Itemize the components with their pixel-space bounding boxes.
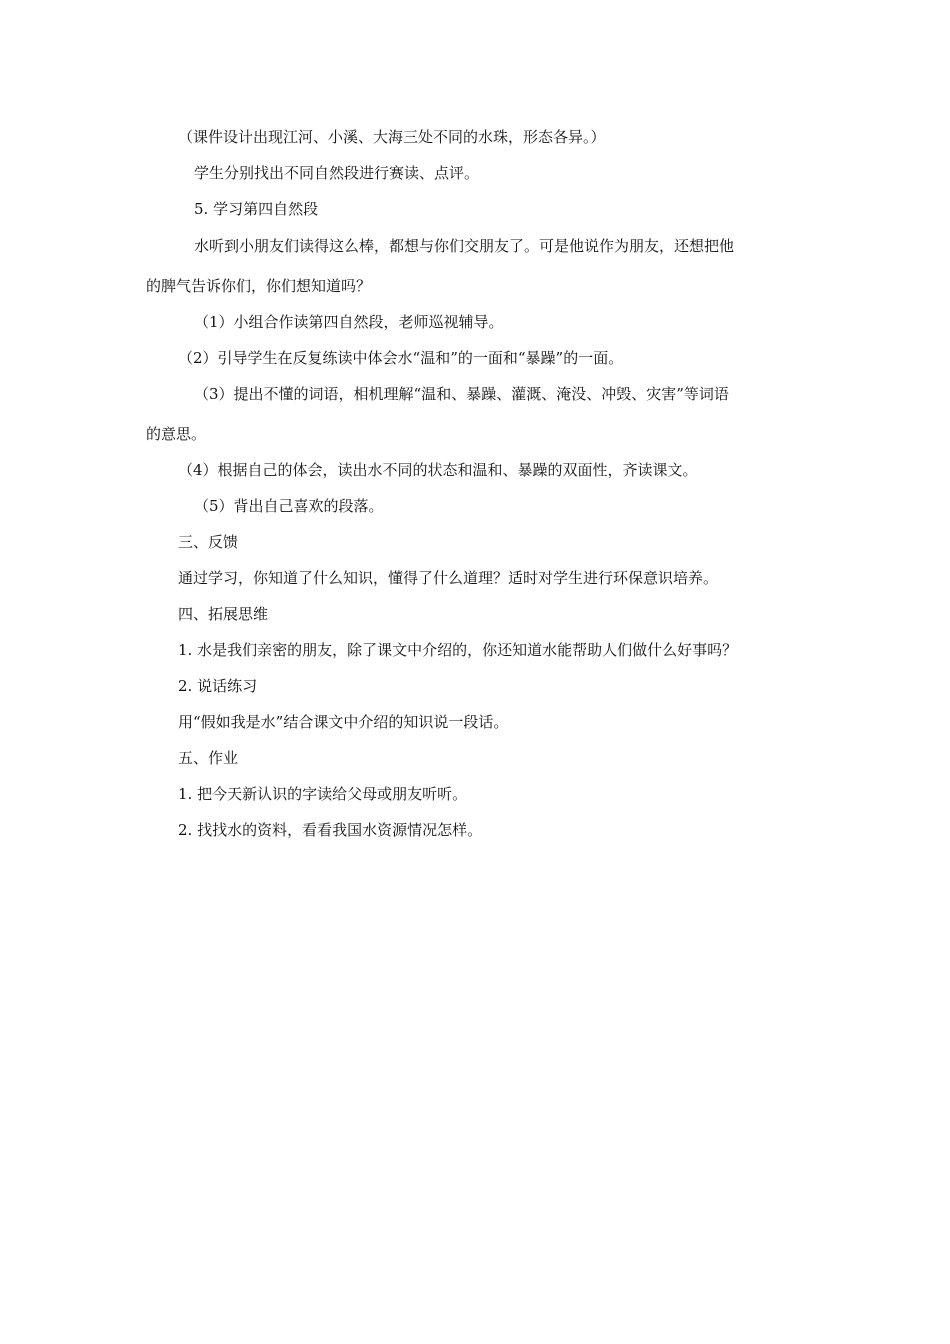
text-line: （5）背出自己喜欢的段落。 xyxy=(194,497,384,515)
text-line: 用“假如我是水”结合课文中介绍的知识说一段话。 xyxy=(178,713,509,731)
text-line: 2. 找找水的资料，看看我国水资源情况怎样。 xyxy=(178,821,483,839)
text-line: （3）提出不懂的词语，相机理解“温和、暴躁、灌溉、淹没、冲毁、灾害”等词语 xyxy=(194,385,729,403)
text-line: （2）引导学生在反复练读中体会水“温和”的一面和“暴躁”的一面。 xyxy=(178,349,624,367)
section-heading: 三、反馈 xyxy=(178,533,239,551)
text-line: 的脾气告诉你们，你们想知道吗？ xyxy=(146,277,372,295)
text-line: 1. 水是我们亲密的朋友，除了课文中介绍的，你还知道水能帮助人们做什么好事吗？ xyxy=(178,641,738,659)
text-line: 1. 把今天新认识的字读给父母或朋友听听。 xyxy=(178,785,468,803)
text-line: （4）根据自己的体会，读出水不同的状态和温和、暴躁的双面性，齐读课文。 xyxy=(178,461,698,479)
text-line: 5. 学习第四自然段 xyxy=(194,200,319,218)
section-heading: 五、作业 xyxy=(178,749,239,767)
text-line: 学生分别找出不同自然段进行赛读、点评。 xyxy=(194,164,480,182)
text-line: 2. 说话练习 xyxy=(178,677,258,695)
section-heading: 四、拓展思维 xyxy=(178,605,269,623)
text-line: （1）小组合作读第四自然段，老师巡视辅导。 xyxy=(194,313,504,331)
text-line: 的意思。 xyxy=(146,425,207,443)
text-line: 水听到小朋友们读得这么棒，都想与你们交朋友了。可是他说作为朋友，还想把他 xyxy=(194,237,735,255)
text-line: （课件设计出现江河、小溪、大海三处不同的水珠，形态各异。） xyxy=(178,128,606,146)
text-line: 通过学习，你知道了什么知识，懂得了什么道理？适时对学生进行环保意识培养。 xyxy=(178,569,719,587)
